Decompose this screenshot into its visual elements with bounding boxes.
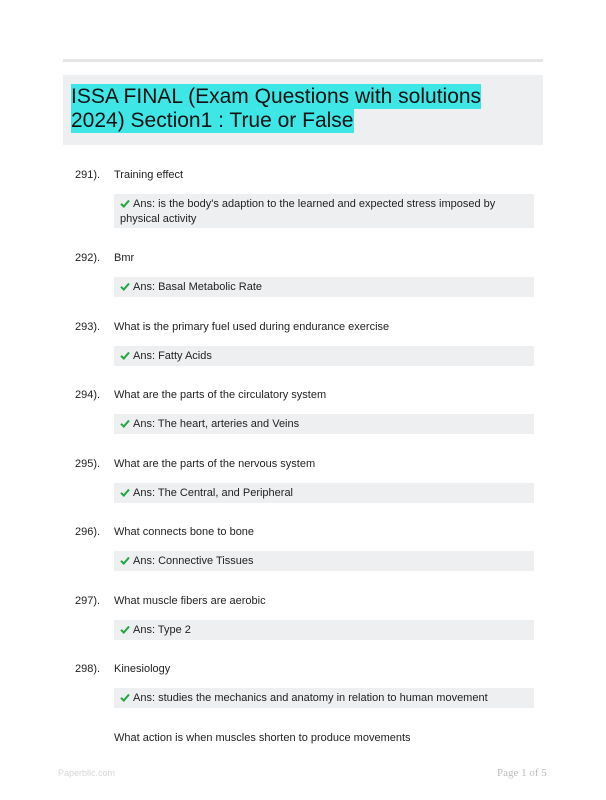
question-number: 291).: [75, 169, 101, 181]
question-text: What action is when muscles shorten to produce movements: [114, 732, 411, 744]
title-line-1: ISSA FINAL (Exam Questions with solutions: [71, 85, 482, 108]
question-text: Bmr: [114, 252, 135, 264]
title-line-2: 2024) Section1 : True or False: [71, 109, 354, 132]
check-icon: [120, 488, 130, 497]
answer-text: Ans: The Central, and Peripheral: [133, 487, 293, 499]
question-text: Kinesiology: [114, 663, 171, 675]
answer-text: Ans: Connective Tissues: [133, 555, 254, 567]
document-title: [71, 85, 543, 133]
answer-box: [114, 346, 534, 366]
answer-text: Ans: Fatty Acids: [133, 350, 212, 362]
answer-box: [114, 277, 534, 297]
question-number: 297).: [75, 595, 101, 607]
answer-box: [114, 414, 534, 434]
answer-text: Ans: Basal Metabolic Rate: [133, 281, 263, 293]
answer-text: Ans: studies the mechanics and anatomy in relation to human movement: [133, 692, 488, 704]
question-text: What are the parts of the circulatory system: [114, 389, 327, 401]
answer-text: Ans: The heart, arteries and Veins: [133, 418, 300, 430]
question-text: What are the parts of the nervous system: [114, 458, 316, 470]
question-text: What muscle fibers are aerobic: [114, 595, 266, 607]
question-number: 292).: [75, 252, 101, 264]
question-number: 296).: [75, 526, 101, 538]
question-number: 294).: [75, 389, 101, 401]
question-text: What is the primary fuel used during endurance exercise: [114, 321, 390, 333]
check-icon: [120, 556, 130, 565]
answer-box: [114, 688, 534, 708]
answer-text: Ans: is the body's adaption to the learned and expected stress imposed by physical activity: [120, 198, 496, 225]
watermark: Paperblic.com: [58, 768, 116, 778]
answer-box: [114, 620, 534, 640]
check-icon: [120, 199, 130, 208]
question-text: Training effect: [114, 169, 184, 181]
check-icon: [120, 625, 130, 634]
check-icon: [120, 282, 130, 291]
page-number: Page 1 of 5: [497, 767, 547, 779]
answer-text: Ans: Type 2: [133, 624, 191, 636]
title-banner: [63, 75, 543, 145]
check-icon: [120, 419, 130, 428]
answer-box: [114, 551, 534, 571]
answer-box: [114, 483, 534, 503]
question-number: 295).: [75, 458, 101, 470]
check-icon: [120, 693, 130, 702]
question-text: What connects bone to bone: [114, 526, 255, 538]
top-divider: [63, 59, 543, 62]
answer-box: [114, 194, 534, 228]
question-number: 293).: [75, 321, 101, 333]
check-icon: [120, 351, 130, 360]
question-number: 298).: [75, 663, 101, 675]
